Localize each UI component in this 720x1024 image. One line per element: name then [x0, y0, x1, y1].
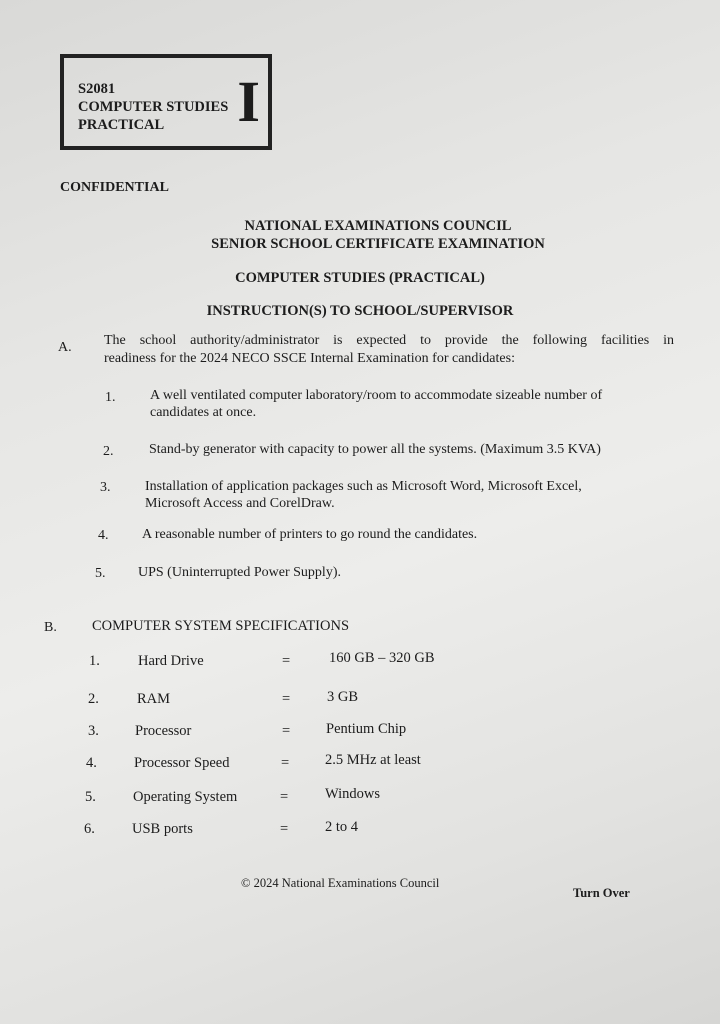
- spec-value: 2 to 4: [325, 819, 359, 835]
- facility-item-1: [150, 387, 602, 421]
- spec-equals: =: [282, 723, 291, 739]
- spec-value: 3 GB: [327, 689, 359, 705]
- spec-number: 2.: [88, 691, 99, 707]
- spec-value: Windows: [325, 786, 380, 802]
- item-line: A well ventilated computer laboratory/room to accommodate sizeable number of: [150, 388, 603, 403]
- spec-number: 1.: [89, 653, 100, 669]
- item-number: 5.: [95, 566, 106, 581]
- spec-value: Pentium Chip: [326, 721, 407, 737]
- facility-item-3: [145, 478, 582, 512]
- turn-over-note: Turn Over: [573, 886, 630, 900]
- spec-equals: =: [282, 691, 291, 707]
- spec-equals: =: [280, 789, 289, 805]
- item-number: 2.: [103, 444, 114, 459]
- paper-number: I: [237, 69, 260, 134]
- spec-number: 4.: [86, 755, 97, 771]
- copyright-notice: © 2024 National Examinations Council: [241, 876, 440, 890]
- confidential-label: CONFIDENTIAL: [60, 180, 169, 195]
- spec-value: 160 GB – 320 GB: [329, 650, 435, 666]
- item-line: Microsoft Access and CorelDraw.: [145, 496, 335, 511]
- section-a-intro-2: readiness for the 2024 NECO SSCE Internal Examination for candidates:: [104, 351, 515, 366]
- spec-number: 3.: [88, 723, 99, 739]
- facility-item-4: A reasonable number of printers to go round the candidates.: [142, 527, 478, 542]
- spec-name: USB ports: [132, 821, 193, 837]
- item-line: candidates at once.: [150, 405, 257, 420]
- section-a-label: A.: [58, 340, 72, 355]
- instructions-heading: INSTRUCTION(S) TO SCHOOL/SUPERVISOR: [206, 303, 514, 319]
- exam-heading: SENIOR SCHOOL CERTIFICATE EXAMINATION: [211, 236, 545, 252]
- spec-number: 6.: [84, 821, 95, 837]
- subject-heading: COMPUTER STUDIES (PRACTICAL): [235, 270, 485, 286]
- facility-item-2: Stand-by generator with capacity to power all the systems. (Maximum 3.5 KVA): [149, 442, 601, 457]
- council-heading: NATIONAL EXAMINATIONS COUNCIL: [244, 218, 512, 234]
- paper-code: S2081: [78, 81, 116, 97]
- facility-item-5: UPS (Uninterrupted Power Supply).: [138, 565, 341, 580]
- section-a-intro-1: The school authority/administrator is expected to provide the following facilities in: [104, 333, 674, 348]
- item-line: Installation of application packages such as Microsoft Word, Microsoft Excel,: [145, 479, 582, 494]
- spec-equals: =: [281, 755, 290, 771]
- section-b-label: B.: [44, 620, 57, 635]
- spec-name: Processor: [135, 723, 192, 739]
- spec-equals: =: [280, 821, 289, 837]
- spec-name: Hard Drive: [138, 653, 204, 669]
- paper-subject: COMPUTER STUDIES: [78, 99, 229, 115]
- section-b-title: COMPUTER SYSTEM SPECIFICATIONS: [92, 618, 350, 634]
- spec-name: RAM: [137, 691, 171, 707]
- item-number: 4.: [98, 528, 109, 543]
- spec-value: 2.5 MHz at least: [325, 752, 421, 768]
- spec-equals: =: [282, 653, 291, 669]
- item-number: 3.: [100, 480, 111, 495]
- paper-type: PRACTICAL: [78, 117, 165, 133]
- spec-name: Processor Speed: [134, 755, 230, 771]
- item-number: 1.: [105, 390, 116, 405]
- spec-name: Operating System: [133, 789, 238, 805]
- paper-id-box: [60, 54, 272, 150]
- spec-number: 5.: [85, 789, 96, 805]
